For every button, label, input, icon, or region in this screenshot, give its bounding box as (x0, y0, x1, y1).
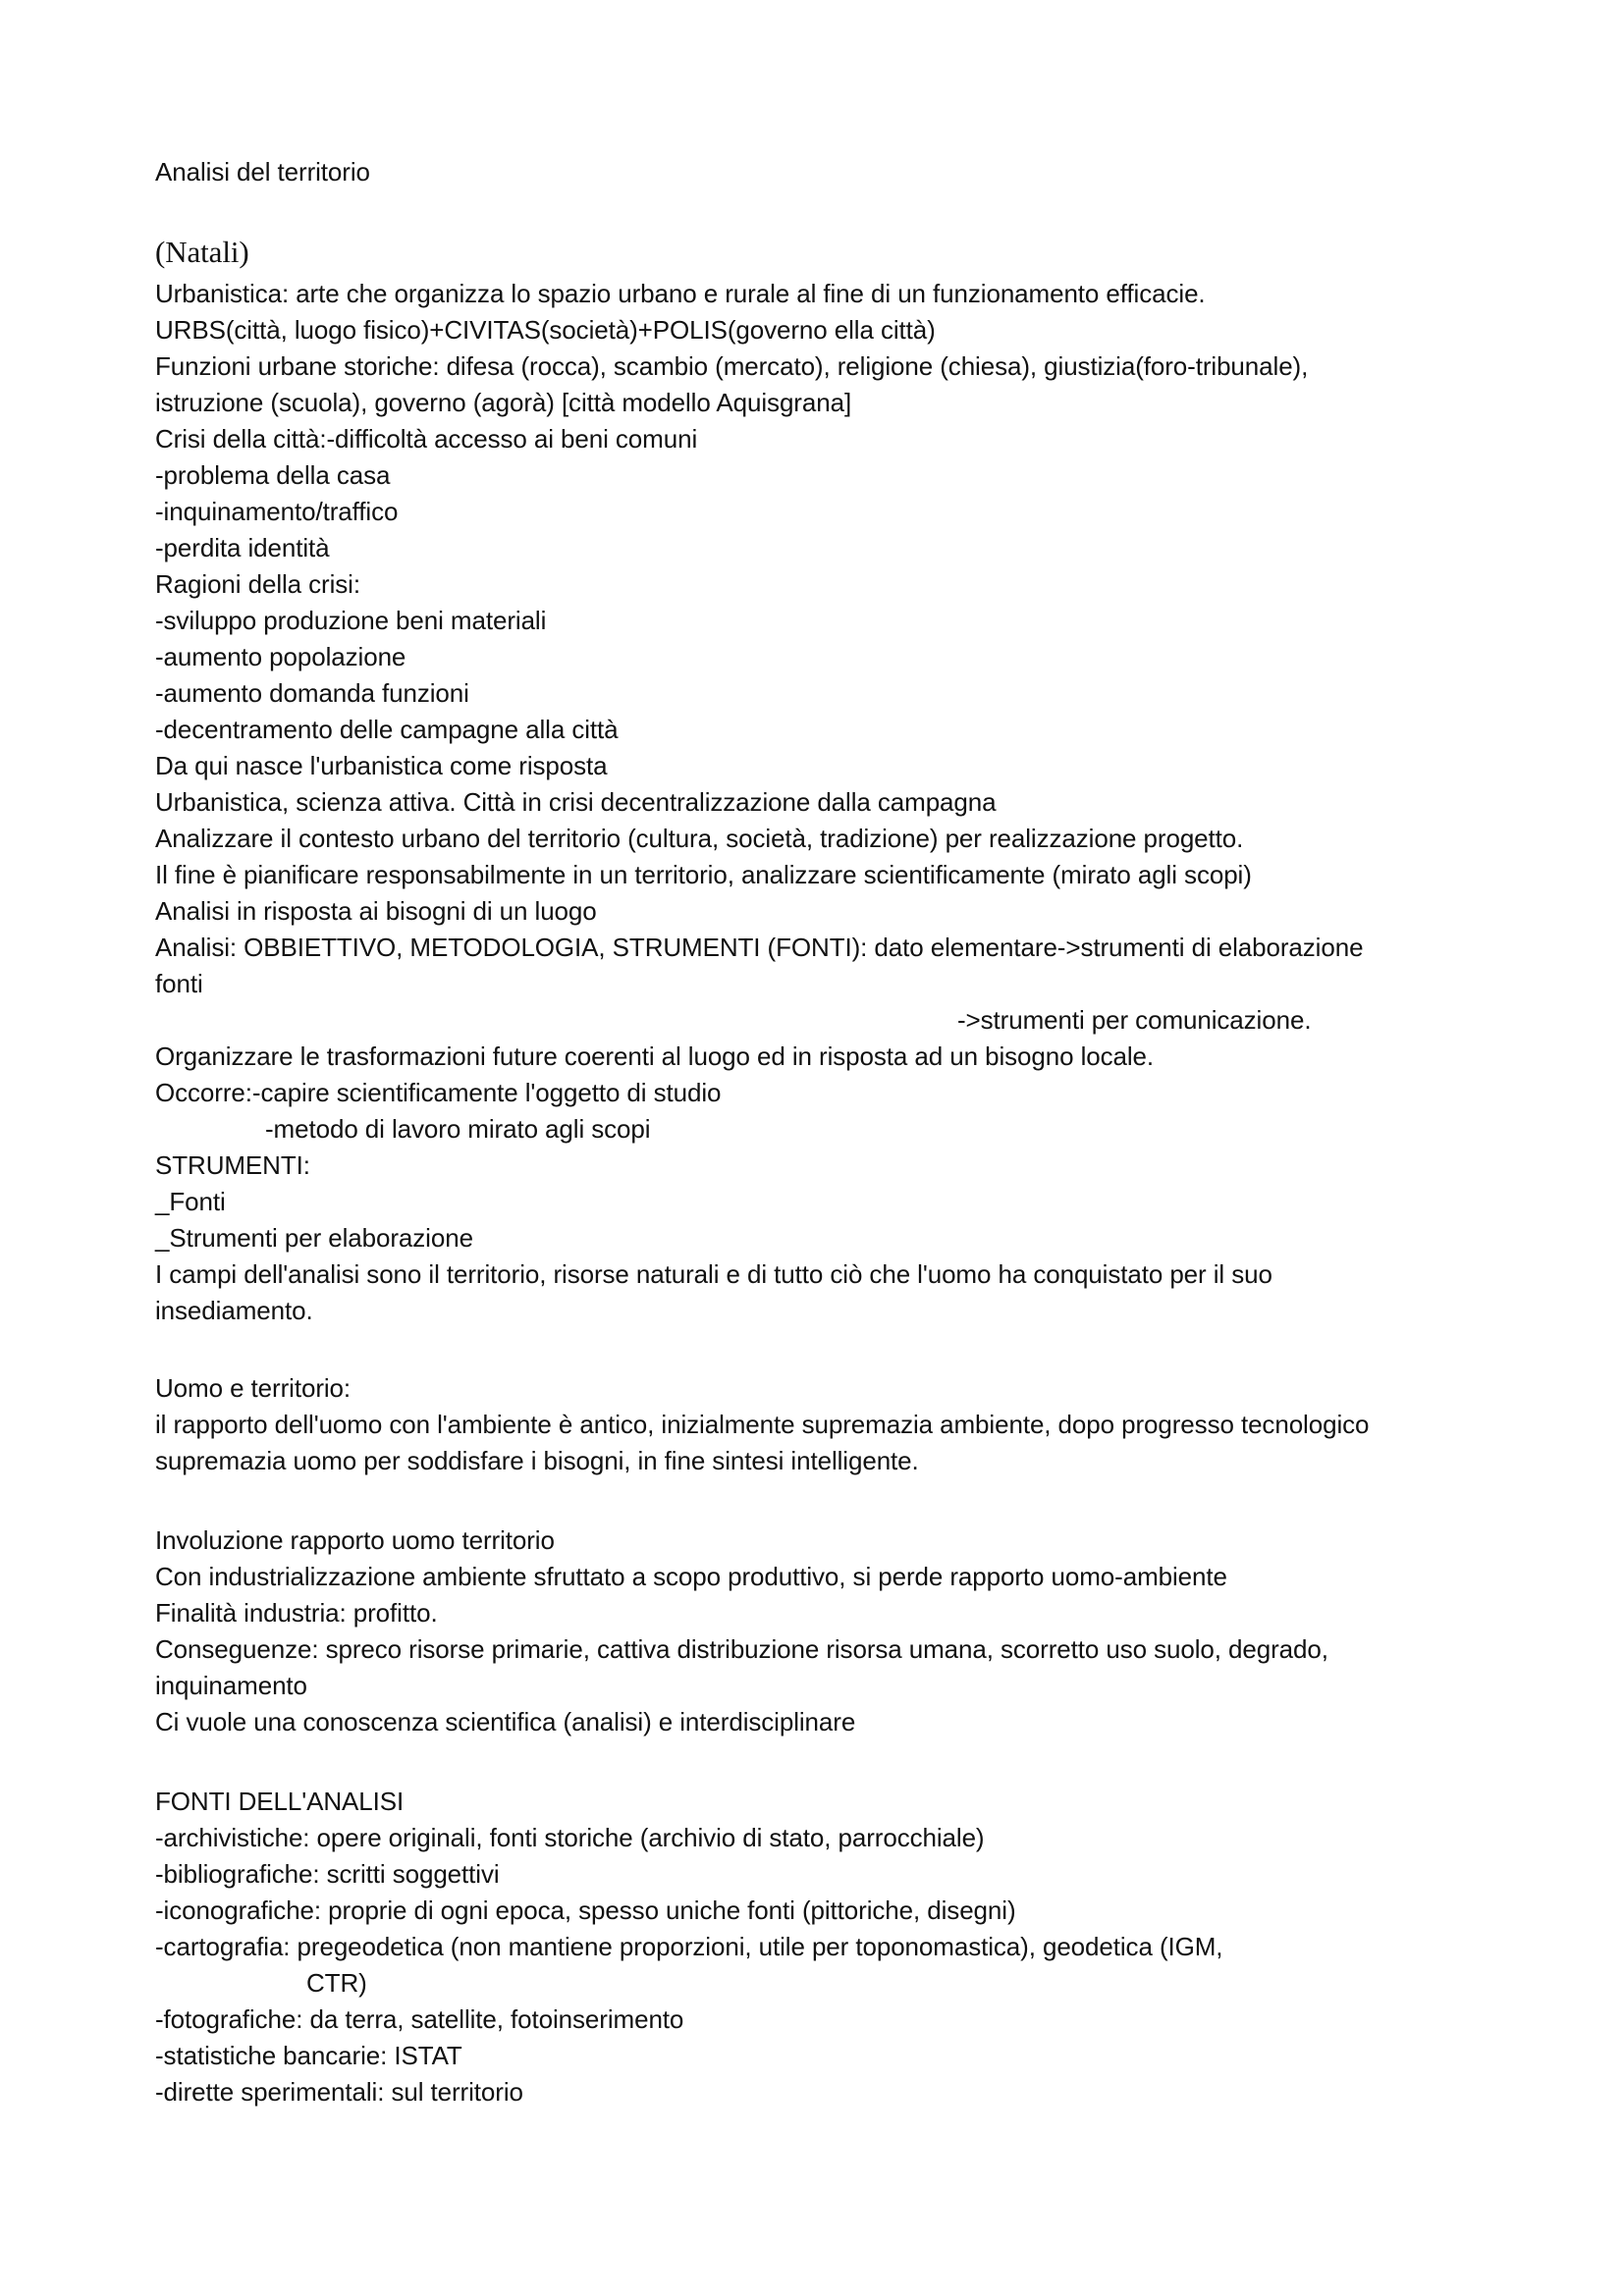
text-line: -iconografiche: proprie di ogni epoca, spesso uniche fonti (pittoriche, disegni) (155, 1896, 1016, 1925)
text-line: inquinamento (155, 1671, 307, 1700)
section-heading: Uomo e territorio: (155, 1373, 352, 1403)
text-line: -inquinamento/traffico (155, 497, 399, 526)
text-line: -aumento popolazione (155, 642, 406, 671)
text-line: Ci vuole una conoscenza scientifica (analisi) e interdisciplinare (155, 1707, 856, 1736)
text-line: URBS(città, luogo fisico)+CIVITAS(società)+POLIS(governo ella città) (155, 315, 936, 345)
text-line: Finalità industria: profitto. (155, 1598, 438, 1628)
text-line: Occorre:-capire scientificamente l'oggetto di studio (155, 1078, 722, 1107)
text-line: _Fonti (155, 1187, 226, 1216)
text-line: -archivistiche: opere originali, fonti storiche (archivio di stato, parrocchiale) (155, 1823, 985, 1852)
text-line: -dirette sperimentali: sul territorio (155, 2077, 523, 2107)
author-name: (Natali) (155, 235, 249, 269)
text-line: STRUMENTI: (155, 1150, 310, 1180)
text-line: Analisi: OBBIETTIVO, METODOLOGIA, STRUMENTI (FONTI): dato elementare->strumenti di elaborazione (155, 933, 1364, 962)
text-line: Conseguenze: spreco risorse primarie, cattiva distribuzione risorsa umana, scorretto uso suolo, degrado, (155, 1634, 1328, 1664)
text-line: istruzione (scuola), governo (agorà) [città modello Aquisgrana] (155, 388, 852, 417)
text-line: Crisi della città:-difficoltà accesso ai beni comuni (155, 424, 698, 454)
text-line: Da qui nasce l'urbanistica come risposta (155, 751, 608, 780)
text-line: -sviluppo produzione beni materiali (155, 606, 547, 635)
text-line: -perdita identità (155, 533, 330, 562)
text-line: Analizzare il contesto urbano del territorio (cultura, società, tradizione) per realizzazione progetto. (155, 824, 1244, 853)
text-line: -statistiche bancarie: ISTAT (155, 2041, 462, 2070)
text-line: Ragioni della crisi: (155, 569, 360, 599)
text-line: Urbanistica: arte che organizza lo spazio urbano e rurale al fine di un funzionamento efficacie. (155, 279, 1206, 308)
text-line: insediamento. (155, 1296, 313, 1325)
text-line: fonti (155, 969, 203, 998)
document-title: Analisi del territorio (155, 157, 370, 187)
text-line: -aumento domanda funzioni (155, 678, 469, 708)
text-line: _Strumenti per elaborazione (155, 1223, 473, 1253)
section-heading: FONTI DELL'ANALISI (155, 1787, 405, 1816)
section-heading: Involuzione rapporto uomo territorio (155, 1525, 555, 1555)
text-line: I campi dell'analisi sono il territorio, risorse naturali e di tutto ciò che l'uomo ha conquistato per il suo (155, 1259, 1272, 1289)
text-line: Il fine è pianificare responsabilmente in un territorio, analizzare scientificamente (mirato agli scopi) (155, 860, 1252, 889)
text-line: supremazia uomo per soddisfare i bisogni, in fine sintesi intelligente. (155, 1446, 919, 1475)
text-line: Analisi in risposta ai bisogni di un luogo (155, 896, 597, 926)
text-line: -fotografiche: da terra, satellite, fotoinserimento (155, 2004, 684, 2034)
text-line: CTR) (306, 1968, 367, 1998)
text-line: -metodo di lavoro mirato agli scopi (265, 1114, 651, 1144)
text-line: -problema della casa (155, 460, 391, 490)
text-line: ->strumenti per comunicazione. (957, 1005, 1312, 1035)
text-line: Con industrializzazione ambiente sfruttato a scopo produttivo, si perde rapporto uomo-ambiente (155, 1562, 1227, 1591)
text-line: il rapporto dell'uomo con l'ambiente è antico, inizialmente supremazia ambiente, dopo progresso tecnologico (155, 1410, 1370, 1439)
text-line: Organizzare le trasformazioni future coerenti al luogo ed in risposta ad un bisogno locale. (155, 1041, 1155, 1071)
text-line: Urbanistica, scienza attiva. Città in crisi decentralizzazione dalla campagna (155, 787, 997, 817)
text-line: Funzioni urbane storiche: difesa (rocca), scambio (mercato), religione (chiesa), giustizia(foro-tribunale), (155, 351, 1309, 381)
text-line: -cartografia: pregeodetica (non mantiene proporzioni, utile per toponomastica), geodetica (IGM, (155, 1932, 1223, 1961)
text-line: -decentramento delle campagne alla città (155, 715, 619, 744)
text-line: -bibliografiche: scritti soggettivi (155, 1859, 500, 1889)
